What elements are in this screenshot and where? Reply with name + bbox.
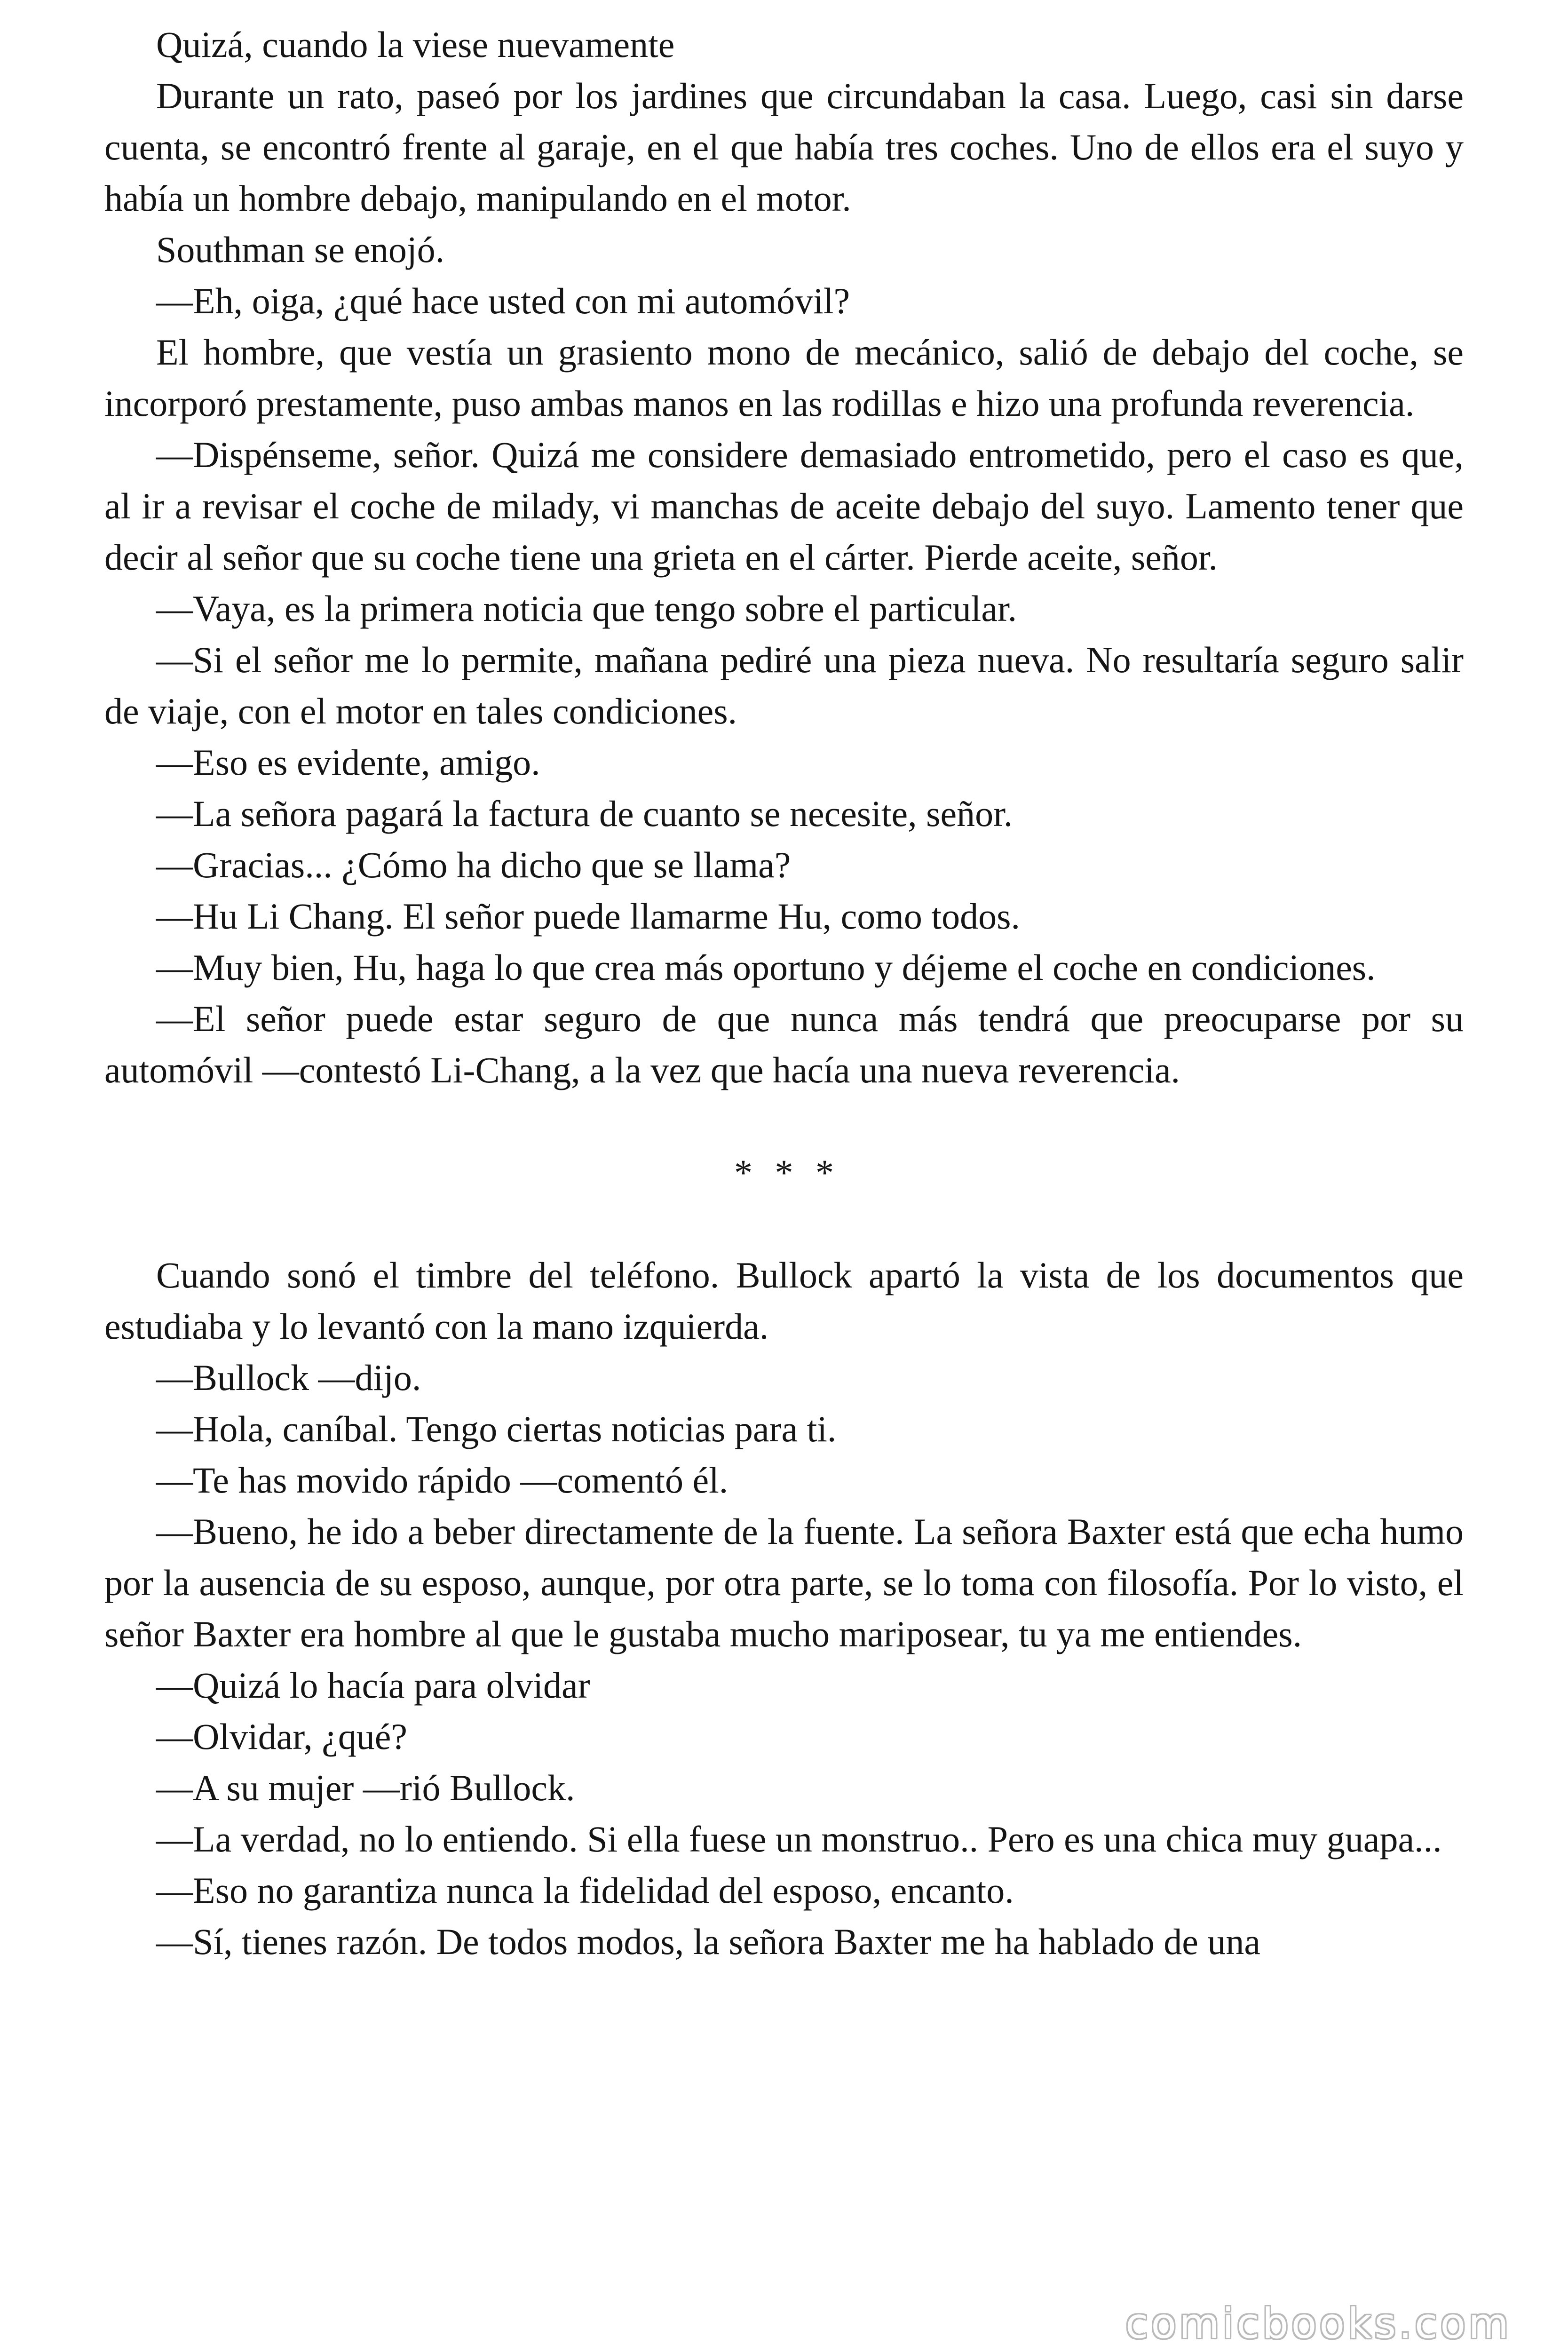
book-page bbox=[104, 19, 1464, 1967]
paragraph: Quizá, cuando la viese nuevamente bbox=[156, 24, 675, 65]
paragraph: —Vaya, es la primera noticia que tengo sobre el particular. bbox=[156, 588, 1017, 629]
paragraph: —Eh, oiga, ¿qué hace usted con mi automóvil? bbox=[156, 280, 850, 321]
paragraph: El hombre, que vestía un grasiento mono de mecánico, salió de debajo del coche, se incorporó prestamente, puso ambas manos en las rodillas e hizo una profunda reverencia. bbox=[104, 332, 1464, 424]
paragraph: —Eso no garantiza nunca la fidelidad del esposo, encanto. bbox=[156, 1870, 1014, 1911]
section-separator: * * * bbox=[734, 1152, 840, 1193]
paragraph: —Si el señor me lo permite, mañana pediré una pieza nueva. No resultaría seguro salir de viaje, con el motor en tales condiciones. bbox=[104, 639, 1464, 731]
paragraph: —Dispénseme, señor. Quizá me considere demasiado entrometido, pero el caso es que, al ir a revisar el coche de milady, vi manchas de aceite debajo del suyo. Lamento tener que decir al señor que su coche tiene una grieta en el cárter. Pierde aceite, señor. bbox=[104, 434, 1464, 578]
paragraph: —A su mujer —rió Bullock. bbox=[156, 1767, 575, 1808]
section-spacer bbox=[104, 1096, 1464, 1147]
paragraph: —Gracias... ¿Cómo ha dicho que se llama? bbox=[156, 844, 791, 885]
paragraph: Durante un rato, paseó por los jardines que circundaban la casa. Luego, casi sin darse cuenta, se encontró frente al garaje, en el que había tres coches. Uno de ellos era el suyo y había un hombre debajo, manipulando en el motor. bbox=[104, 75, 1464, 219]
paragraph: —Bullock —dijo. bbox=[156, 1357, 421, 1398]
paragraph: Cuando sonó el timbre del teléfono. Bullock apartó la vista de los documentos que estudiaba y lo levantó con la mano izquierda. bbox=[104, 1255, 1464, 1347]
paragraph: —Bueno, he ido a beber directamente de la fuente. La señora Baxter está que echa humo por la ausencia de su esposo, aunque, por otra parte, se lo toma con filosofía. Por lo visto, el señor Baxter era hombre al que le gustaba mucho mariposear, tu ya me entiendes. bbox=[104, 1511, 1464, 1654]
paragraph: —Hu Li Chang. El señor puede llamarme Hu, como todos. bbox=[156, 896, 1020, 937]
paragraph: —Hola, caníbal. Tengo ciertas noticias para ti. bbox=[156, 1408, 837, 1449]
paragraph: —Eso es evidente, amigo. bbox=[156, 742, 540, 783]
paragraph: —La señora pagará la factura de cuanto se necesite, señor. bbox=[156, 793, 1013, 834]
paragraph: —Quizá lo hacía para olvidar bbox=[156, 1665, 590, 1706]
section-spacer bbox=[104, 1198, 1464, 1249]
paragraph: —Te has movido rápido —comentó él. bbox=[156, 1460, 729, 1501]
paragraph: —Muy bien, Hu, haga lo que crea más oportuno y déjeme el coche en condiciones. bbox=[156, 947, 1376, 988]
paragraph: —Sí, tienes razón. De todos modos, la señora Baxter me ha hablado de una bbox=[156, 1921, 1261, 1962]
paragraph: —La verdad, no lo entiendo. Si ella fuese un monstruo.. Pero es una chica muy guapa... bbox=[156, 1819, 1442, 1859]
watermark-logo: comicbooks.com bbox=[1125, 2299, 1512, 2348]
paragraph: Southman se enojó. bbox=[156, 229, 445, 270]
paragraph: —Olvidar, ¿qué? bbox=[156, 1716, 408, 1757]
paragraph: —El señor puede estar seguro de que nunca más tendrá que preocuparse por su automóvil —contestó Li-Chang, a la vez que hacía una nueva reverencia. bbox=[104, 998, 1464, 1090]
